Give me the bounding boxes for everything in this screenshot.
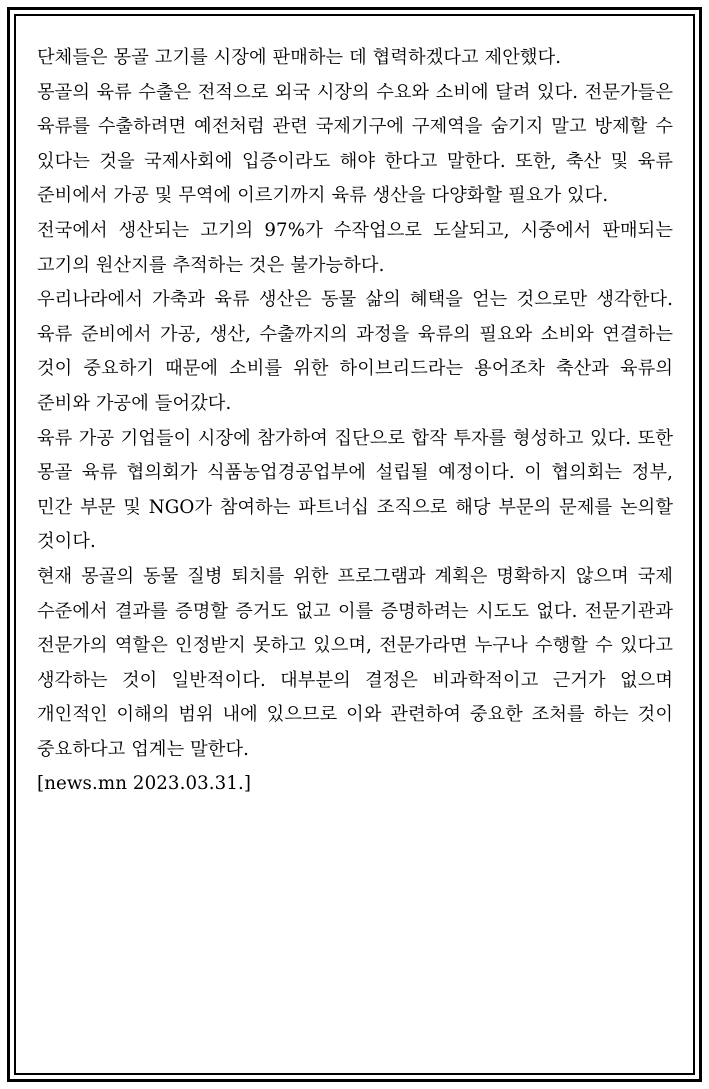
paragraph-meat-council: 육류 가공 기업들이 시장에 참가하여 집단으로 합작 투자를 형성하고 있다. 또한 몽골 육류 협의회가 식품농업경공업부에 설립될 예정이다. 이 협의회는 정부, 민간 부문 및 NGO가 참여하는 파트너십 조직으로 해당 부문의 문제를 논의할 것이다.: [37, 427, 673, 553]
paragraph-meat-export: 몽골의 육류 수출은 전적으로 외국 시장의 수요와 소비에 달려 있다. 전문가들은 육류를 수출하려면 예전처럼 관련 국제기구에 구제역을 숨기지 말고 방제할 수 있다는 것을 국제사회에 입증이라도 해야 한다고 말한다. 또한, 축산 및 육류 준비에서 가공 및 무역에 이르기까지 육류 생산을 다양화할 필요가 있다.: [37, 81, 673, 207]
paragraph-slaughter-stats: 전국에서 생산되는 고기의 97%가 수작업으로 도살되고, 시중에서 판매되는 고기의 원산지를 추적하는 것은 불가능하다.: [37, 219, 673, 276]
paragraph-disease-programs: 현재 몽골의 동물 질병 퇴치를 위한 프로그램과 계획은 명확하지 않으며 국제 수준에서 결과를 증명할 증거도 없고 이를 증명하려는 시도도 없다. 전문기관과 전문가의 역할은 인정받지 못하고 있으며, 전문가라면 누구나 수행할 수 있다고 생각하는 것이 일반적이다. 대부분의 결정은 비과학적이고 근거가 없으며 개인적인 이해의 범위 내에 있으므로 이와 관련하여 중요한 조처를 하는 것이 중요하다고 업계는 말한다.: [37, 565, 673, 760]
paragraph-livestock-production: 우리나라에서 가축과 육류 생산은 동물 삶의 혜택을 얻는 것으로만 생각한다. 육류 준비에서 가공, 생산, 수출까지의 과정을 육류의 필요와 소비와 연결하는 것이 중요하기 때문에 소비를 위한 하이브리드라는 용어조차 축산과 육류의 준비와 가공에 들어갔다.: [37, 289, 673, 414]
article-body: [37, 41, 673, 802]
paragraph-proposal: 단체들은 몽골 고기를 시장에 판매하는 데 협력하겠다고 제안했다.: [37, 47, 562, 68]
source-citation: [news.mn 2023.03.31.]: [37, 773, 252, 795]
